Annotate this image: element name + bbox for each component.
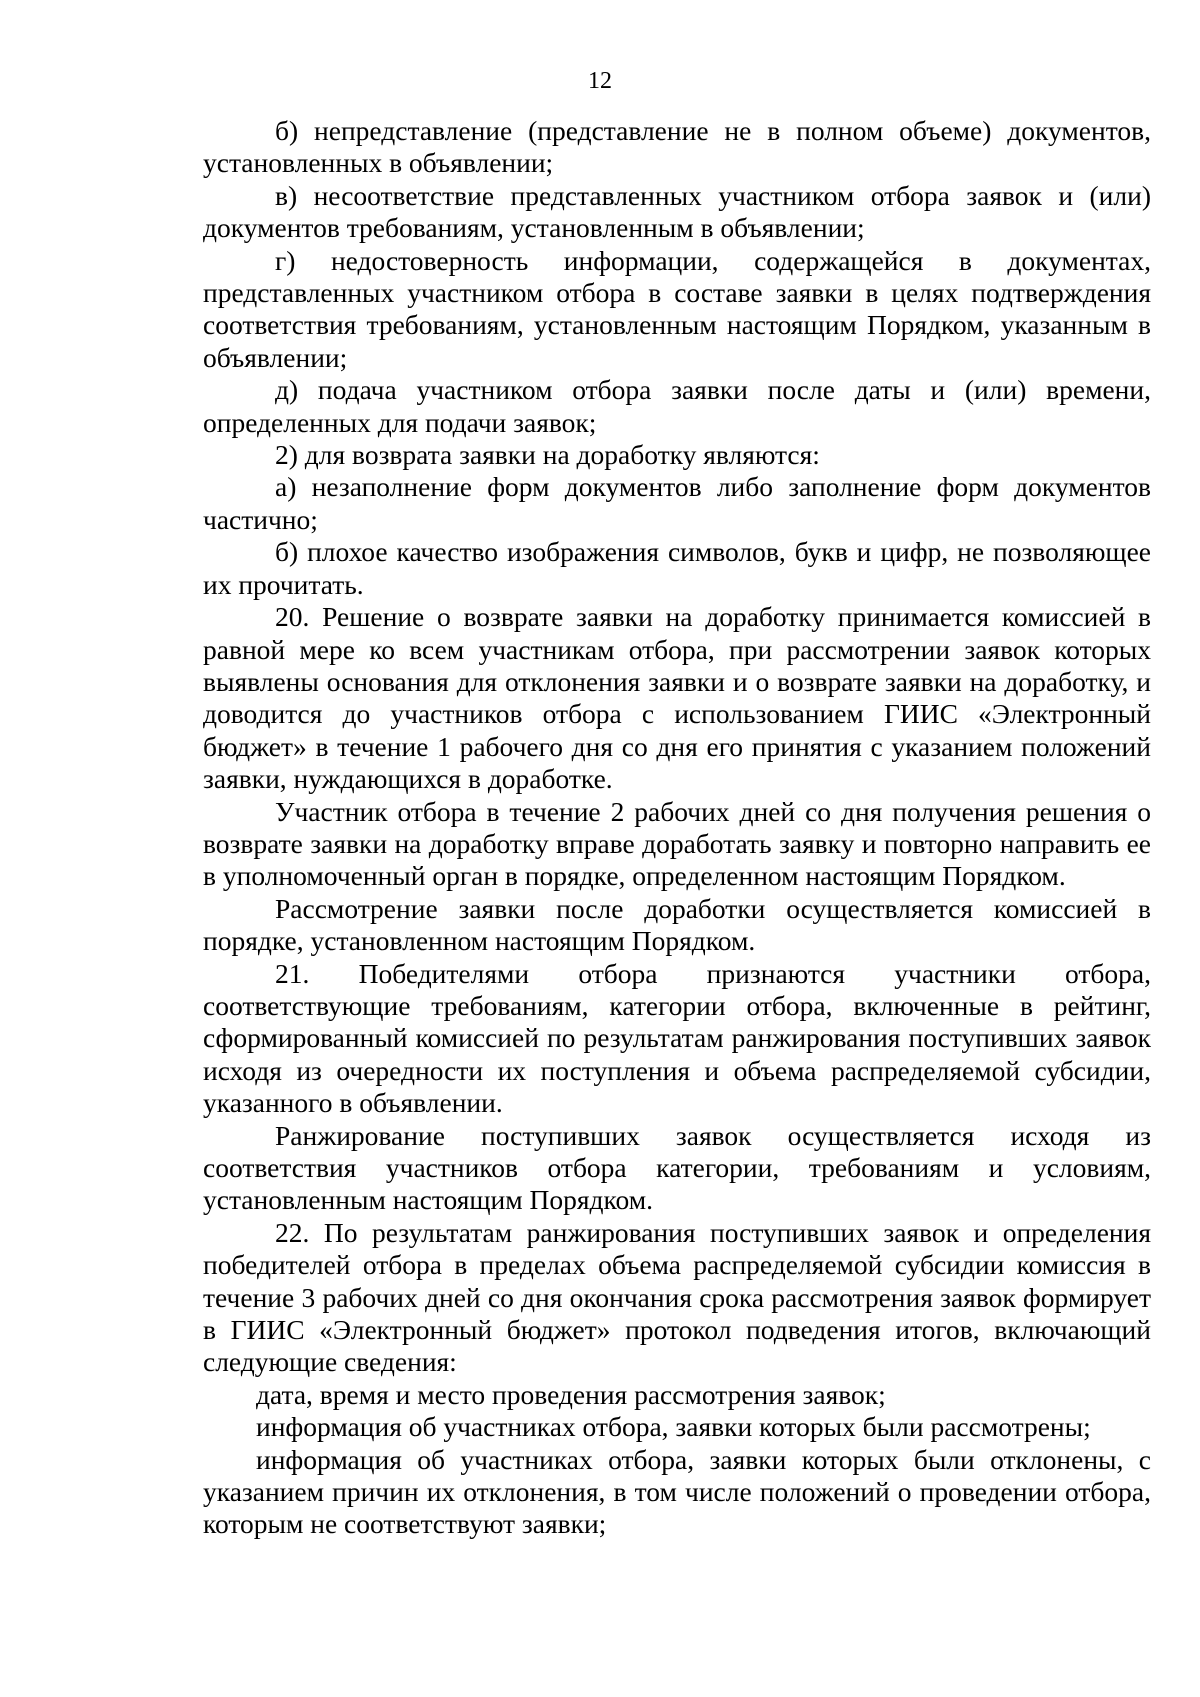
paragraph-21-winners: 21. Победителями отбора признаются участники отбора, соответствующие требованиям, категории отбора, включенные в рейтинг, сформированный комиссией по результатам ранжирования поступивших заявок исходя из очередности их поступления и объема распределяемой субсидии, указанного в объявлении. xyxy=(203,957,1151,1119)
paragraph-item-b-poor-quality: б) плохое качество изображения символов, букв и цифр, не позволяющее их прочитать. xyxy=(203,536,1151,600)
paragraph-ranking: Ранжирование поступивших заявок осуществляется исходя из соответствия участников отбора категории, требованиям и условиям, установленным настоящим Порядком. xyxy=(203,1119,1151,1216)
paragraph-participant-rework: Участник отбора в течение 2 рабочих дней со дня получения решения о возврате заявки на доработку вправе доработать заявку и повторно направить ее в уполномоченный орган в порядке, определенном настоящим Порядком. xyxy=(203,795,1151,892)
paragraph-date-time-place: дата, время и место проведения рассмотрения заявок; xyxy=(256,1378,886,1410)
paragraph-item-g-unreliability: г) недостоверность информации, содержащейся в документах, представленных участником отбора в составе заявки в целях подтверждения соответствия требованиям, установленным настоящим Порядком, указанным в объявлении; xyxy=(203,244,1151,373)
paragraph-22-protocol: 22. По результатам ранжирования поступивших заявок и определения победителей отбора в пределах объема распределяемой субсидии комиссия в течение 3 рабочих дней со дня окончания срока рассмотрения заявок формирует в ГИИС «Электронный бюджет» протокол подведения итогов, включающий следующие сведения: xyxy=(203,1216,1151,1378)
paragraph-item-a-unfilled-forms: а) незаполнение форм документов либо заполнение форм документов частично; xyxy=(203,471,1151,535)
paragraph-item-b-non-submission: б) непредставление (представление не в полном объеме) документов, установленных в объявлении; xyxy=(203,115,1151,179)
paragraph-reviewed-participants: информация об участниках отбора, заявки которых были рассмотрены; xyxy=(256,1411,1091,1443)
paragraph-20-return-decision: 20. Решение о возврате заявки на доработку принимается комиссией в равной мере ко всем участникам отбора, при рассмотрении заявок которых выявлены основания для отклонения заявки и о возврате заявки на доработку, и доводится до участников отбора с использованием ГИИС «Электронный бюджет» в течение 1 рабочего дня со дня его принятия с указанием положений заявки, нуждающихся в доработке. xyxy=(203,601,1151,795)
paragraph-rejected-participants: информация об участниках отбора, заявки которых были отклонены, с указанием причин их отклонения, в том числе положений о проведении отбора, которым не соответствуют заявки; xyxy=(203,1443,1151,1540)
paragraph-return-grounds: 2) для возврата заявки на доработку являются: xyxy=(275,439,820,471)
page-number: 12 xyxy=(588,68,612,94)
paragraph-review-after-rework: Рассмотрение заявки после доработки осуществляется комиссией в порядке, установленном настоящим Порядком. xyxy=(203,892,1151,957)
paragraph-item-v-nonconformity: в) несоответствие представленных участником отбора заявок и (или) документов требованиям, установленным в объявлении; xyxy=(203,179,1151,244)
document-body xyxy=(203,115,1151,1541)
paragraph-item-d-late-submission: д) подача участником отбора заявки после даты и (или) времени, определенных для подачи заявок; xyxy=(203,374,1151,438)
